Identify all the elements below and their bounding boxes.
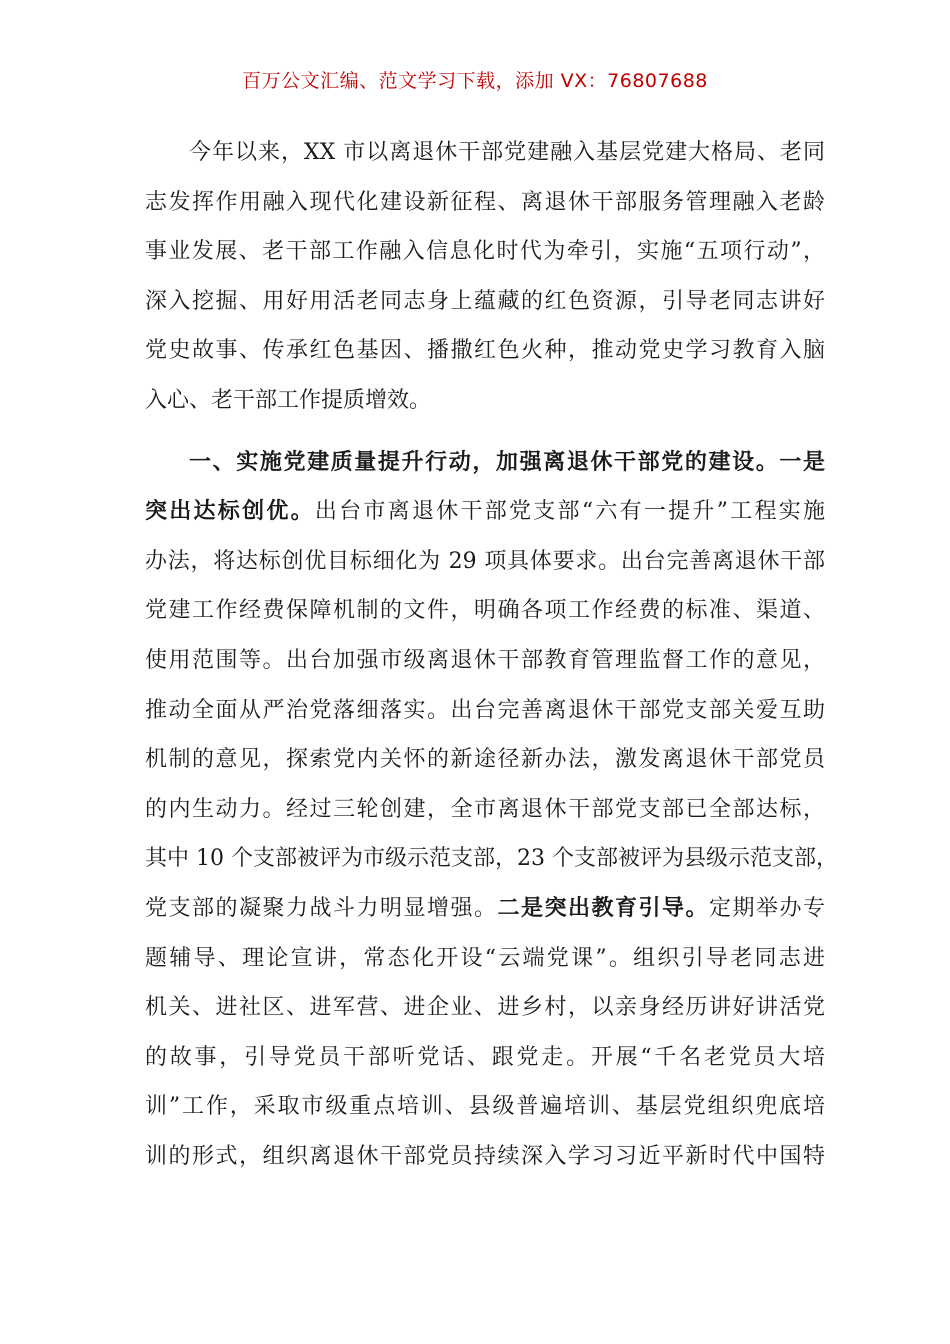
body-line: 题辅导、理论宣讲，常态化开设“云端党课”。组织引导老同志进: [145, 945, 825, 971]
body-line: 的故事，引导党员干部听党话、跟党走。开展“千名老党员大培: [145, 1044, 825, 1070]
body-line-text: 出台市离退休干部党支部“六有一提升”工程实施: [314, 499, 825, 525]
body-line: 训”工作，采取市级重点培训、县级普遍培训、基层党组织兜底培: [145, 1094, 825, 1120]
body-line: 机制的意见，探索党内关怀的新途径新办法，激发离退休干部党员: [145, 747, 825, 773]
body-line-text: 党支部的凝聚力战斗力明显增强。: [145, 895, 498, 921]
intro-line: 今年以来，XX 市以离退休干部党建融入基层党建大格局、老同: [189, 140, 825, 165]
section-heading-line: [145, 438, 825, 488]
body-line: [145, 884, 825, 934]
section-1-paragraph: [145, 438, 838, 1182]
section-heading: 一、实施党建质量提升行动，加强离退休干部党的建设。: [189, 448, 780, 475]
intro-line: 党史故事、传承红色基因、播撒红色火种，推动党史学习教育入脑: [145, 338, 825, 364]
intro-paragraph: [145, 128, 825, 426]
body-line-text: 定期举办专: [708, 895, 825, 921]
body-line: [145, 487, 825, 537]
point-2-title: 二是突出教育引导。: [497, 894, 709, 921]
point-1-title: 突出达标创优。: [145, 498, 315, 525]
body-line: 训的形式，组织离退休干部党员持续深入学习习近平新时代中国特: [145, 1143, 825, 1169]
body-line: 推动全面从严治党落细落实。出台完善离退休干部党支部关爱互助: [145, 697, 825, 723]
intro-line: 事业发展、老干部工作融入信息化时代为牵引，实施“五项行动”，: [145, 239, 825, 265]
body-line: 其中 10 个支部被评为市级示范支部，23 个支部被评为县级示范支部，: [145, 846, 838, 872]
point-1-lead: 一是: [779, 448, 825, 475]
body-line: 党建工作经费保障机制的文件，明确各项工作经费的标准、渠道、: [145, 598, 825, 624]
intro-line: 入心、老干部工作提质增效。: [145, 387, 432, 413]
watermark-header: 百万公文汇编、范文学习下载，添加 VX：76807688: [242, 70, 708, 92]
body-line: 办法，将达标创优目标细化为 29 项具体要求。出台完善离退休干部: [145, 548, 825, 574]
document-body: [145, 128, 838, 1181]
body-line: 的内生动力。经过三轮创建，全市离退休干部党支部已全部达标，: [145, 796, 825, 822]
intro-line: 深入挖掘、用好用活老同志身上蕴藏的红色资源，引导老同志讲好: [145, 288, 825, 314]
body-line: 使用范围等。出台加强市级离退休干部教育管理监督工作的意见，: [145, 647, 825, 673]
body-line: 机关、进社区、进军营、进企业、进乡村，以亲身经历讲好讲活党: [145, 995, 825, 1021]
intro-line: 志发挥作用融入现代化建设新征程、离退休干部服务管理融入老龄: [145, 189, 825, 215]
